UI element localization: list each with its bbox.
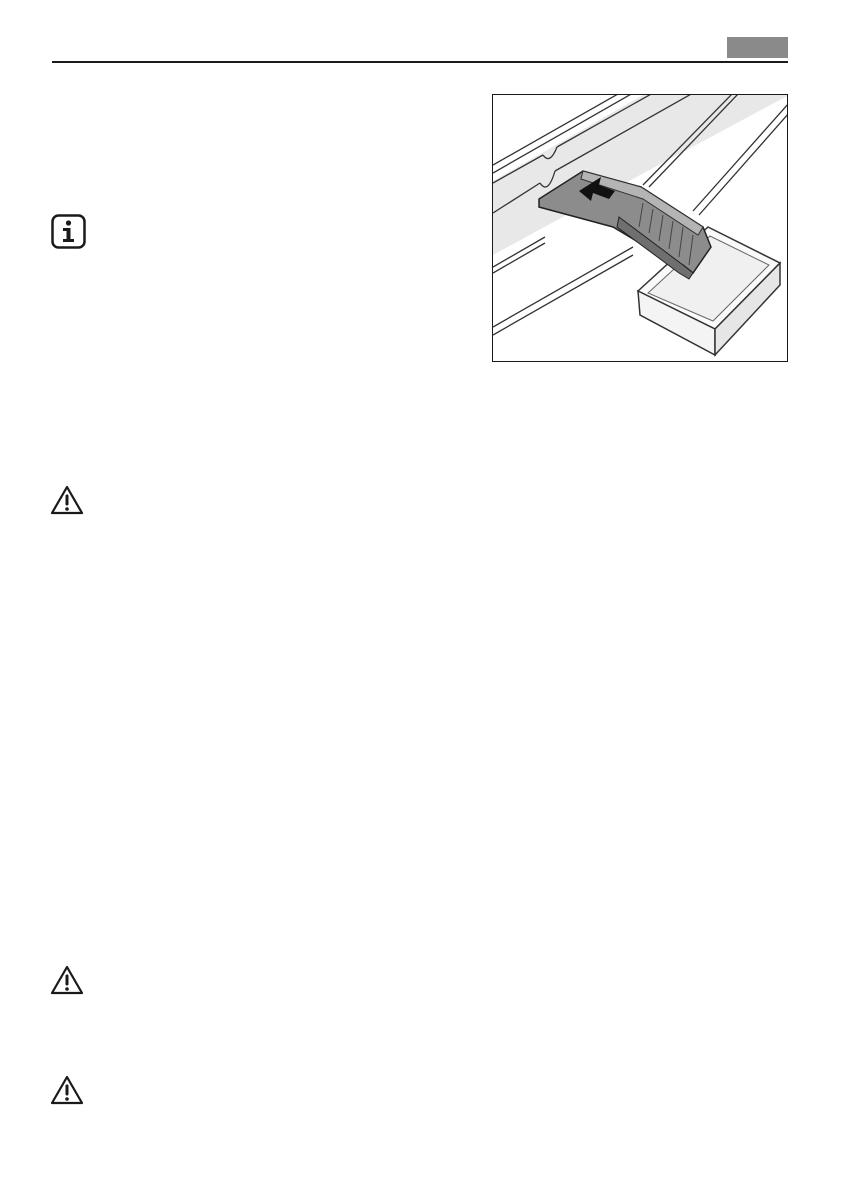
header-rule [52, 61, 788, 63]
warning-icon [49, 484, 85, 516]
warning-icon [49, 1074, 85, 1106]
header-language-tab [727, 37, 788, 58]
warning-icon [49, 964, 85, 996]
tray-handle [539, 171, 711, 279]
drip-tray-illustration [493, 95, 788, 362]
illustration-frame [492, 94, 788, 362]
info-icon [51, 214, 86, 249]
